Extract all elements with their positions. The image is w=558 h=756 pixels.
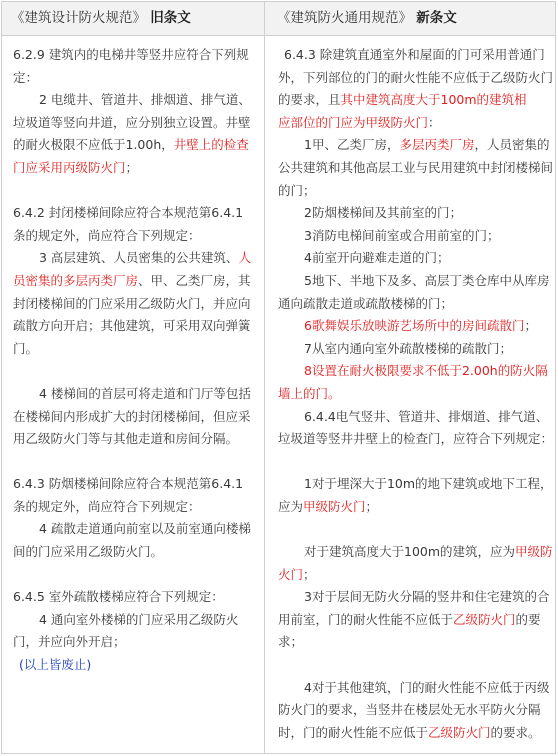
- new-clause-line: [278, 699, 555, 722]
- paragraph-gap: [13, 180, 264, 203]
- clause-text: 1甲、乙类厂房，: [304, 137, 400, 153]
- highlighted-text: 火门: [278, 566, 304, 582]
- old-clause-line: [13, 247, 264, 270]
- clause-text: 的要求。: [490, 724, 541, 740]
- new-clause-line: [278, 247, 555, 270]
- old-clause-line: [13, 89, 264, 112]
- old-clause-line: [13, 112, 264, 135]
- clause-text: 封闭楼梯间的门应采用乙级防火门，并应向: [13, 295, 251, 311]
- old-clause-line: [13, 315, 264, 338]
- clause-text: 6.4.2 封闭楼梯间除应符合本规范第6.4.1: [13, 205, 244, 221]
- clause-text: ；: [524, 318, 537, 334]
- new-code-tag: 新条文: [416, 10, 457, 26]
- comparison-table: [1, 1, 556, 754]
- old-clause-line: [13, 496, 264, 519]
- old-clause-line: [13, 338, 264, 361]
- clause-text: 3对于层间无防火分隔的竖井和住宅建筑的合: [304, 589, 550, 605]
- new-clause-line: [278, 89, 555, 112]
- old-clause-line: [13, 518, 264, 541]
- clause-text: ：: [428, 114, 441, 130]
- clause-text: 时，门的耐火性能不应低于: [278, 724, 429, 740]
- new-clause-line: [278, 496, 555, 519]
- clause-text: 6.2.9 建筑内的电梯井等竖井应符合下列规: [13, 47, 249, 62]
- clause-text: 3 高层建筑、人员密集的公共建筑、: [39, 250, 239, 266]
- clause-text: 6.4.5 室外疏散楼梯应符合下列规定：: [13, 589, 224, 605]
- old-clause-line: [13, 631, 264, 654]
- clause-text: 求；: [278, 634, 304, 650]
- clause-text: 间的门应采用乙级防火门。: [13, 544, 164, 560]
- highlighted-text: 甲级防火门: [303, 498, 366, 514]
- new-clause-line: [278, 67, 555, 90]
- old-clause-line: [13, 225, 264, 248]
- paragraph-gap: [13, 564, 264, 587]
- new-clause-line: [278, 406, 555, 429]
- old-clause-line: [13, 541, 264, 564]
- paragraph-gap: [278, 451, 555, 474]
- new-clause-line: [278, 677, 555, 700]
- highlighted-text: 门应采用丙级防火门: [13, 159, 126, 175]
- clause-text: 的要求，且: [278, 92, 341, 108]
- new-clause-line: [278, 473, 555, 496]
- old-clause-line: [13, 428, 264, 451]
- clause-text: 门，并应向外开启；: [13, 634, 126, 650]
- clause-text: ，人员密集的: [474, 137, 550, 153]
- repeal-note: (以上皆废止): [19, 657, 92, 673]
- clause-text: 2 电缆井、管道井、排烟道、排气道、: [39, 92, 251, 108]
- clause-text: 垃圾道等竖井井壁上的检查门，应符合下列规定：: [278, 431, 554, 447]
- clause-text: 门。: [13, 340, 39, 356]
- clause-text: ；: [365, 498, 379, 514]
- clause-text: 应为: [278, 498, 304, 514]
- clause-text: 通向疏散走道或疏散楼梯的门；: [278, 295, 454, 311]
- header-old-provisions: [2, 2, 264, 35]
- paragraph-gap: [278, 654, 555, 677]
- clause-text: 公共建筑和其他高层工业与民用建筑中封闭楼梯间: [278, 159, 554, 175]
- old-clause-line: [13, 609, 264, 632]
- highlighted-text: 井壁上的检查: [173, 137, 249, 153]
- clause-text: 4对于其他建筑，门的耐火性能不应低于丙级: [304, 679, 550, 695]
- clause-text: 6.4.3 除建筑直通室外和屋面的门可采用普通门: [284, 47, 545, 62]
- new-clause-line: [278, 383, 555, 406]
- clause-text: 5地下、半地下及多、高层丁类仓库中从库房: [304, 272, 550, 288]
- clause-text: 、甲、乙类厂房，其: [138, 272, 251, 288]
- clause-text: 4 疏散走道通向前室以及前室通向楼梯: [39, 521, 251, 537]
- clause-text: 的耐火极限不应低于1.00h，: [13, 137, 174, 153]
- clause-text: 7从室内通向室外疏散楼梯的疏散门；: [304, 340, 512, 356]
- clause-text: 的门；: [278, 182, 316, 198]
- clause-text: 防火门的要求，当竖井在楼层处无水平防火分隔: [278, 702, 541, 718]
- new-clause-line: [278, 360, 555, 383]
- clause-text: 条的规定外，尚应符合下列规定：: [13, 227, 201, 243]
- clause-text: 定：: [13, 69, 39, 85]
- new-clause-line: [278, 541, 555, 564]
- clause-text: 2防烟楼梯间及其前室的门；: [304, 205, 462, 221]
- new-clause-line: [278, 270, 555, 293]
- old-clause-line: [13, 406, 264, 429]
- old-provisions-column: [2, 36, 264, 677]
- clause-text: 用前室，门的耐火性能不应低于: [278, 611, 454, 627]
- clause-text: ；: [303, 566, 316, 582]
- clause-text: ；: [125, 159, 139, 175]
- new-clause-line: [278, 722, 555, 745]
- clause-text: 4 楼梯间的首层可将走道和门厅等包括: [39, 385, 251, 401]
- highlighted-text: 应部位的门应为甲级防火门: [278, 114, 429, 130]
- clause-text: 在楼梯间内形成扩大的封闭楼梯间，但应采: [13, 408, 251, 424]
- clause-text: 垃圾道等竖向井道，应分别独立设置。井壁: [13, 114, 251, 130]
- new-clause-line: [278, 112, 555, 135]
- old-clause-line: [13, 44, 264, 67]
- new-clause-line: [278, 293, 555, 316]
- new-clause-line: [278, 428, 555, 451]
- highlighted-text: 8设置在耐火极限要求不低于2.00h的防火隔: [304, 363, 548, 379]
- old-code-title: 《建筑设计防火规范》: [11, 10, 146, 26]
- old-clause-line: [13, 293, 264, 316]
- highlighted-text: 6歌舞娱乐放映游艺场所中的房间疏散门: [304, 318, 525, 334]
- new-clause-line: [278, 338, 555, 361]
- old-clause-line: [13, 586, 264, 609]
- highlighted-text: 甲级防: [515, 544, 553, 560]
- old-clause-line: [13, 202, 264, 225]
- highlighted-text: 多层丙类厂房: [399, 137, 475, 153]
- highlighted-text: 员密集的多层丙类厂房: [13, 272, 139, 288]
- clause-text: 外，下列部位的门的耐火性能不应低于乙级防火门: [278, 69, 554, 85]
- old-clause-line: [13, 654, 264, 677]
- new-clause-line: [278, 315, 555, 338]
- new-provisions-column: [265, 36, 555, 744]
- new-clause-line: [278, 180, 555, 203]
- old-clause-line: [13, 134, 264, 157]
- paragraph-gap: [278, 518, 555, 541]
- clause-text: 的要: [515, 611, 541, 627]
- highlighted-text: 墙上的门。: [278, 385, 341, 401]
- new-clause-line: [278, 225, 555, 248]
- clause-text: 用乙级防火门等与其他走道和房间分隔。: [13, 431, 239, 447]
- old-clause-line: [13, 383, 264, 406]
- clause-text: 3消防电梯间前室或合用前室的门；: [304, 227, 500, 243]
- paragraph-gap: [13, 451, 264, 474]
- clause-text: 4前室开向避难走道的门；: [304, 250, 450, 266]
- new-code-title: 《建筑防火通用规范》: [277, 10, 412, 26]
- new-clause-line: [278, 202, 555, 225]
- clause-text: 1对于埋深大于10m的地下建筑或地下工程，: [304, 476, 553, 492]
- old-clause-line: [13, 473, 264, 496]
- header-new-provisions: [265, 2, 555, 35]
- old-clause-line: [13, 67, 264, 90]
- new-clause-line: [278, 44, 555, 67]
- clause-text: 6.4.3 防烟楼梯间除应符合本规范第6.4.1: [13, 476, 244, 492]
- highlighted-text: 乙级防火门: [428, 724, 491, 740]
- old-code-tag: 旧条文: [150, 10, 191, 26]
- new-clause-line: [278, 134, 555, 157]
- clause-text: 条的规定外，尚应符合下列规定：: [13, 498, 201, 514]
- new-clause-line: [278, 157, 555, 180]
- clause-text: 4 通向室外楼梯的门应采用乙级防火: [39, 611, 239, 627]
- highlighted-text: 乙级防火门: [453, 611, 516, 627]
- clause-text: 6.4.4电气竖井、管道井、排烟道、排气道、: [304, 408, 549, 424]
- old-clause-line: [13, 157, 264, 180]
- paragraph-gap: [13, 360, 264, 383]
- old-clause-line: [13, 270, 264, 293]
- new-clause-line: [278, 586, 555, 609]
- new-clause-line: [278, 631, 555, 654]
- clause-text: 疏散方向开启；其他建筑，可采用双向弹簧: [13, 318, 251, 334]
- highlighted-text: 其中建筑高度大于100m的建筑相: [340, 92, 527, 108]
- highlighted-text: 人: [238, 250, 251, 266]
- new-clause-line: [278, 609, 555, 632]
- clause-text: 对于建筑高度大于100m的建筑，应为: [304, 544, 516, 560]
- new-clause-line: [278, 564, 555, 587]
